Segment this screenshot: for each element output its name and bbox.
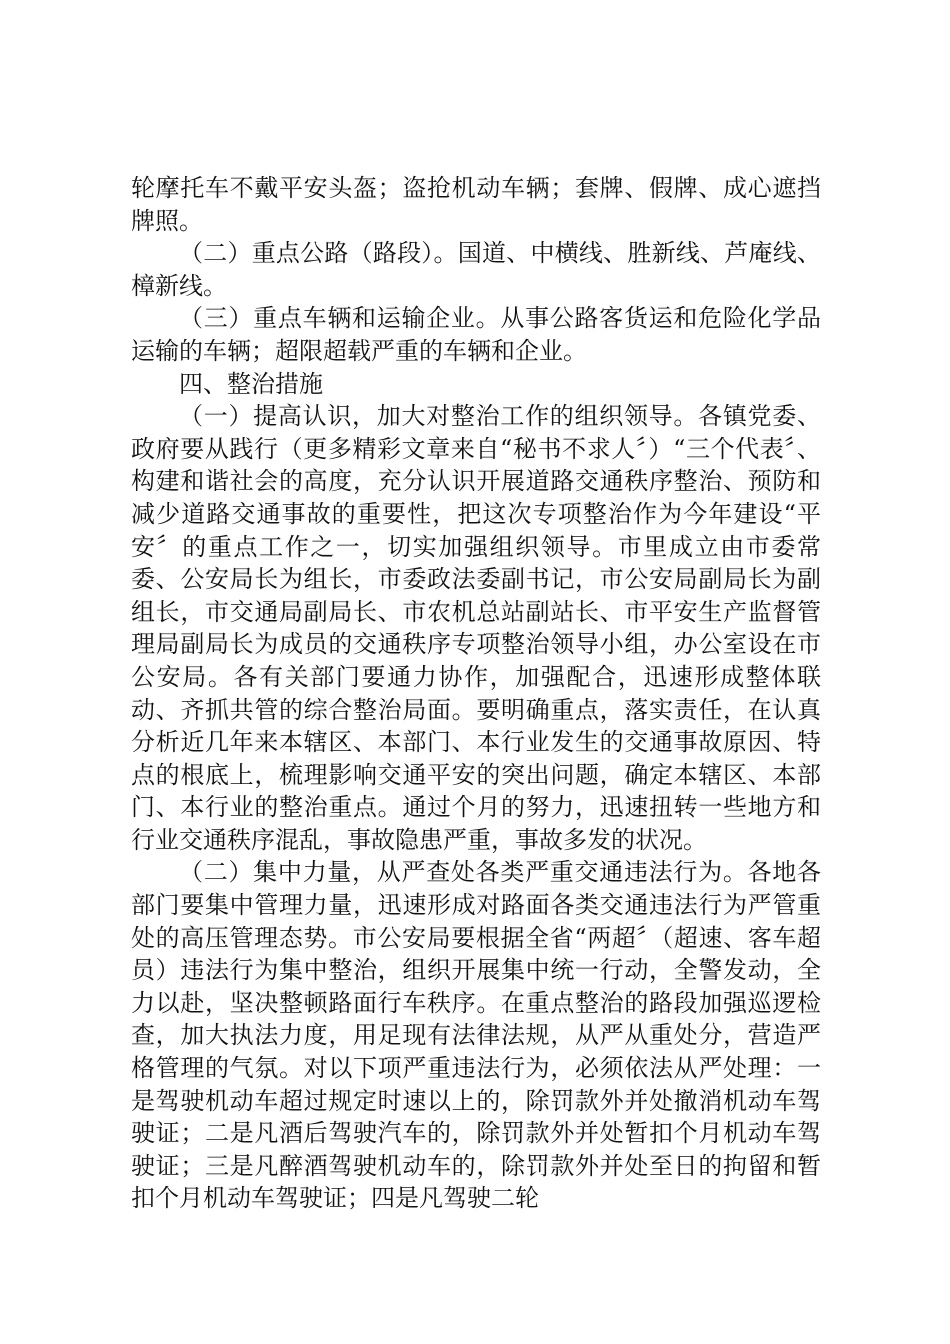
- paragraph-measure-one: （一）提高认识，加大对整治工作的组织领导。各镇党委、政府要从践行（更多精彩文章来自“秘书不求人〞）“三个代表〞、构建和谐社会的高度，充分认识开展道路交通秩序整治、预防和减少道路交通事故的重要性，把这次专项整治作为今年建设“平安〞的重点工作之一，切实加强组织领导。市里成立由市委常委、公安局长为组长，市委政法委副书记，市公安局副局长为副组长，市交通局副局长、市农机总站副站长、市平安生产监督管理局副局长为成员的交通秩序专项整治领导小组，办公室设在市公安局。各有关部门要通力协作，加强配合，迅速形成整体联动、齐抓共管的综合整治局面。要明确重点，落实责任，在认真分析近几年来本辖区、本部门、本行业发生的交通事故原因、特点的根底上，梳理影响交通平安的突出问题，确定本辖区、本部门、本行业的整治重点。通过个月的努力，迅速扭转一些地方和行业交通秩序混乱，事故隐患严重，事故多发的状况。: [131, 402, 821, 854]
- paragraph-measure-two: （二）集中力量，从严查处各类严重交通违法行为。各地各部门要集中管理力量，迅速形成对路面各类交通违法行为严管重处的高压管理态势。市公安局要根据全省“两超〞（超速、客车超员）违法行为集中整治，组织开展集中统一行动，全警发动，全力以赴，坚决整顿路面行车秩序。在重点整治的路段加强巡逻检查，加大执法力度，用足现有法律法规，从严从重处分，营造严格管理的气氛。对以下项严重违法行为，必须依法从严处理：一是驾驶机动车超过规定时速以上的，除罚款外并处撤消机动车驾驶证；二是凡酒后驾驶汽车的，除罚款外并处暂扣个月机动车驾驶证；三是凡醉酒驾驶机动车的，除罚款外并处至日的拘留和暂扣个月机动车驾驶证；四是凡驾驶二轮: [131, 858, 821, 1213]
- paragraph-key-vehicles: （三）重点车辆和运输企业。从事公路客货运和危险化学品运输的车辆；超限超载严重的车辆和企业。: [131, 304, 821, 365]
- document-body: [131, 172, 821, 1215]
- paragraph-key-roads: （二）重点公路（路段）。国道、中横线、胜新线、芦庵线、樟新线。: [131, 239, 821, 300]
- section-heading-measures: 四、整治措施: [179, 369, 323, 398]
- paragraph-continued: 轮摩托车不戴平安头盔；盗抢机动车辆；套牌、假牌、成心遮挡牌照。: [131, 174, 821, 235]
